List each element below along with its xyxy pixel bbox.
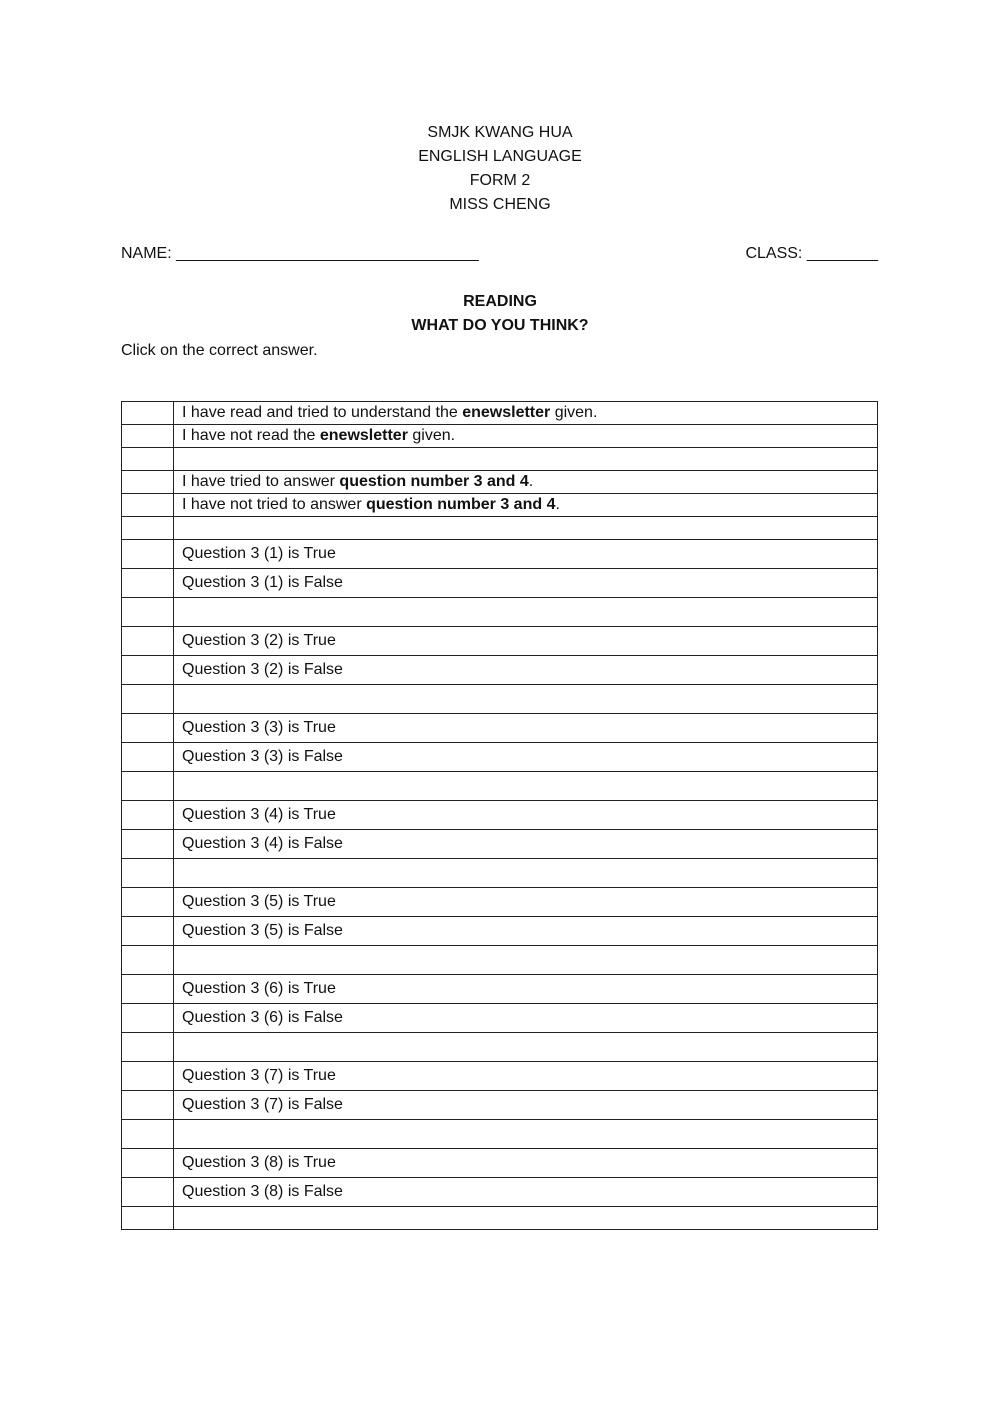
statement-text: I have tried to answer (182, 473, 340, 490)
form-level: FORM 2 (469, 172, 531, 189)
answer-choice-box[interactable] (122, 917, 174, 946)
answer-choice-box[interactable] (122, 540, 174, 569)
answer-statement[interactable] (174, 569, 878, 598)
answer-choice-box[interactable] (122, 1149, 174, 1178)
answer-choice-box (122, 772, 174, 801)
answer-choice-box[interactable] (122, 830, 174, 859)
answer-choice-box[interactable] (122, 1091, 174, 1120)
answer-statement (174, 859, 878, 888)
answer-statement (174, 1120, 878, 1149)
answer-choice-box (122, 685, 174, 714)
teacher-name: MISS CHENG (449, 196, 551, 213)
statement-text: Question 3 (1) is False (182, 574, 343, 591)
answer-statement[interactable] (174, 627, 878, 656)
answer-choice-box[interactable] (122, 801, 174, 830)
answer-choice-box (122, 1120, 174, 1149)
answer-statement[interactable] (174, 714, 878, 743)
answer-row[interactable] (122, 656, 878, 685)
answer-choice-box[interactable] (122, 471, 174, 494)
answer-statement[interactable] (174, 830, 878, 859)
spacer-row (122, 685, 878, 714)
answer-row[interactable] (122, 1004, 878, 1033)
statement-emphasis: question number 3 and 4 (339, 473, 529, 490)
answer-choice-box[interactable] (122, 627, 174, 656)
answer-choice-box (122, 448, 174, 471)
answer-choice-box[interactable] (122, 714, 174, 743)
answer-choice-box[interactable] (122, 425, 174, 448)
subject-name: ENGLISH LANGUAGE (418, 148, 582, 165)
answer-row[interactable] (122, 627, 878, 656)
answer-choice-box[interactable] (122, 975, 174, 1004)
answer-statement[interactable] (174, 402, 878, 425)
answer-row[interactable] (122, 743, 878, 772)
statement-text: . (555, 496, 560, 513)
answer-row[interactable] (122, 569, 878, 598)
answer-row[interactable] (122, 1178, 878, 1207)
answer-choice-box[interactable] (122, 888, 174, 917)
spacer-row (122, 772, 878, 801)
answer-statement (174, 1033, 878, 1062)
statement-emphasis: enewsletter (462, 404, 551, 421)
answer-row[interactable] (122, 540, 878, 569)
statement-text: given. (407, 427, 456, 444)
spacer-row (122, 517, 878, 540)
statement-text: Question 3 (8) is True (182, 1154, 336, 1171)
answer-statement[interactable] (174, 801, 878, 830)
answer-statement (174, 517, 878, 540)
spacer-row (122, 1120, 878, 1149)
answer-row[interactable] (122, 888, 878, 917)
statement-text: Question 3 (6) is True (182, 980, 336, 997)
answer-choice-box[interactable] (122, 1062, 174, 1091)
answer-choice-box[interactable] (122, 743, 174, 772)
answer-choice-box (122, 517, 174, 540)
answer-statement[interactable] (174, 471, 878, 494)
answer-choice-box (122, 946, 174, 975)
answer-choice-box (122, 859, 174, 888)
statement-text: Question 3 (1) is True (182, 545, 336, 562)
statement-text: Question 3 (8) is False (182, 1183, 343, 1200)
statement-text: Question 3 (7) is True (182, 1067, 336, 1084)
statement-text: Question 3 (4) is True (182, 806, 336, 823)
answer-statement[interactable] (174, 975, 878, 1004)
answer-statement[interactable] (174, 540, 878, 569)
answer-statement[interactable] (174, 656, 878, 685)
answer-statement (174, 772, 878, 801)
answer-choice-box[interactable] (122, 656, 174, 685)
section-titles (0, 290, 1000, 338)
answer-choice-box[interactable] (122, 1178, 174, 1207)
answer-statement (174, 946, 878, 975)
answer-statement[interactable] (174, 743, 878, 772)
answer-row[interactable] (122, 1149, 878, 1178)
statement-text: Question 3 (5) is True (182, 893, 336, 910)
answer-choice-box[interactable] (122, 494, 174, 517)
answer-choice-box (122, 598, 174, 627)
spacer-row (122, 946, 878, 975)
statement-text: Question 3 (2) is True (182, 632, 336, 649)
spacer-row (122, 1033, 878, 1062)
answer-choice-box[interactable] (122, 569, 174, 598)
statement-text: . (528, 473, 534, 490)
answer-statement (174, 598, 878, 627)
spacer-row (122, 1207, 878, 1230)
statement-text: Question 3 (7) is False (182, 1096, 343, 1113)
name-field: NAME: __________________________________ (121, 245, 479, 262)
answer-row[interactable] (122, 402, 878, 425)
statement-emphasis: enewsletter (319, 427, 408, 444)
statement-emphasis: question number 3 and 4 (366, 496, 556, 513)
statement-text: Question 3 (5) is False (182, 922, 343, 939)
section-title: READING (463, 293, 537, 310)
class-field: CLASS: ________ (745, 245, 878, 262)
statement-text: Question 3 (3) is False (182, 748, 343, 765)
answer-choice-box[interactable] (122, 402, 174, 425)
answer-statement[interactable] (174, 1178, 878, 1207)
answer-choice-box (122, 1033, 174, 1062)
statement-text: Question 3 (2) is False (182, 661, 343, 678)
answer-row[interactable] (122, 1062, 878, 1091)
student-info-line (121, 242, 878, 266)
worksheet-header (0, 121, 1000, 217)
section-heading: WHAT DO YOU THINK? (411, 317, 589, 334)
answer-row[interactable] (122, 917, 878, 946)
answer-row[interactable] (122, 975, 878, 1004)
answer-statement (174, 1207, 878, 1230)
answer-row[interactable] (122, 830, 878, 859)
answer-row[interactable] (122, 425, 878, 448)
answer-statement[interactable] (174, 494, 878, 517)
answer-row[interactable] (122, 714, 878, 743)
answer-statement (174, 685, 878, 714)
answer-choice-box[interactable] (122, 1004, 174, 1033)
spacer-row (122, 859, 878, 888)
instruction-text: Click on the correct answer. (121, 342, 318, 359)
statement-text: given. (550, 404, 598, 421)
answer-table (121, 401, 878, 1230)
statement-text: I have not tried to answer (182, 496, 367, 513)
answer-statement (174, 448, 878, 471)
statement-text: I have not read the (182, 427, 320, 444)
answer-statement[interactable] (174, 1004, 878, 1033)
statement-text: Question 3 (3) is True (182, 719, 336, 736)
answer-statement[interactable] (174, 917, 878, 946)
statement-text: Question 3 (4) is False (182, 835, 343, 852)
answer-row[interactable] (122, 494, 878, 517)
answer-statement[interactable] (174, 1062, 878, 1091)
spacer-row (122, 448, 878, 471)
answer-statement[interactable] (174, 1091, 878, 1120)
statement-text: Question 3 (6) is False (182, 1009, 343, 1026)
answer-statement[interactable] (174, 888, 878, 917)
statement-text: I have read and tried to understand the (182, 404, 463, 421)
answer-choice-box (122, 1207, 174, 1230)
answer-statement[interactable] (174, 1149, 878, 1178)
answer-row[interactable] (122, 801, 878, 830)
answer-row[interactable] (122, 1091, 878, 1120)
answer-row[interactable] (122, 471, 878, 494)
school-name: SMJK KWANG HUA (427, 124, 573, 141)
spacer-row (122, 598, 878, 627)
answer-statement[interactable] (174, 425, 878, 448)
